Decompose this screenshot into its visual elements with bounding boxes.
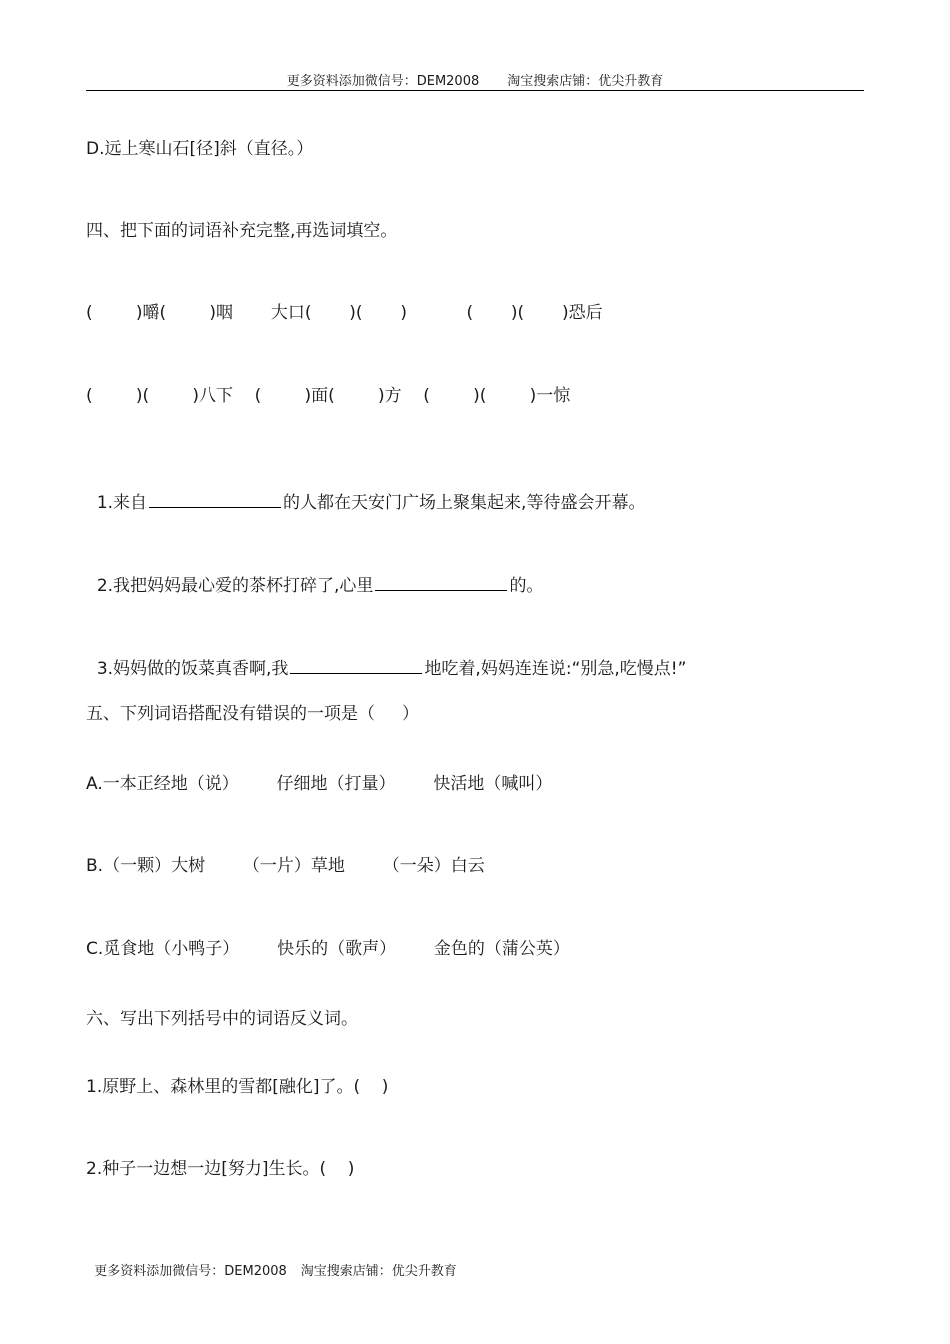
section-6-title: 六、写出下列括号中的词语反义词。 (86, 1009, 358, 1029)
page-footer (86, 1245, 457, 1279)
q1-suffix: 的人都在天安门广场上聚集起来,等待盛会开幕。 (283, 493, 646, 513)
section-5-title: 五、下列词语搭配没有错误的一项是（ ） (86, 704, 420, 724)
section-4-title: 四、把下面的词语补充完整,再选词填空。 (86, 221, 398, 241)
q1-blank[interactable] (149, 490, 281, 508)
footer-wechat: 更多资料添加微信号：DEM2008 (94, 1264, 287, 1279)
footer-shop: 淘宝搜索店铺：优尖升教育 (300, 1264, 457, 1279)
fill-question-1 (86, 468, 645, 514)
q2-suffix: 的。 (509, 576, 544, 596)
header-wechat: 更多资料添加微信号：DEM2008 (286, 74, 480, 89)
q3-prefix: 3.妈妈做的饭菜真香啊,我 (96, 659, 289, 679)
q3-suffix: 地吃着,妈妈连连说:“别急,吃慢点!” (424, 659, 687, 679)
q1-prefix: 1.来自 (96, 493, 148, 513)
antonym-question-1: 1.原野上、森林里的雪都[融化]了。( ) (86, 1077, 389, 1097)
antonym-question-2: 2.种子一边想一边[努力]生长。( ) (86, 1159, 355, 1179)
idiom-row-1: ( )嚼( )咽 大口( )( ) ( )( )恐后 (86, 303, 603, 323)
choice-b: B.（一颗）大树 （一片）草地 （一朵）白云 (86, 856, 485, 876)
page-header (86, 70, 864, 91)
fill-question-3 (86, 634, 686, 680)
option-d: D.远上寒山石[径]斜（直径。） (86, 139, 314, 159)
fill-question-2 (86, 551, 543, 597)
choice-c: C.觅食地（小鸭子） 快乐的（歌声） 金色的（蒲公英） (86, 939, 570, 959)
idiom-row-2: ( )( )八下 ( )面( )方 ( )( )一惊 (86, 386, 571, 406)
q3-blank[interactable] (290, 656, 422, 674)
header-shop: 淘宝搜索店铺：优尖升教育 (507, 74, 664, 89)
q2-blank[interactable] (375, 573, 507, 591)
choice-a: A.一本正经地（说） 仔细地（打量） 快活地（喊叫） (86, 774, 553, 794)
q2-prefix: 2.我把妈妈最心爱的茶杯打碎了,心里 (96, 576, 374, 596)
